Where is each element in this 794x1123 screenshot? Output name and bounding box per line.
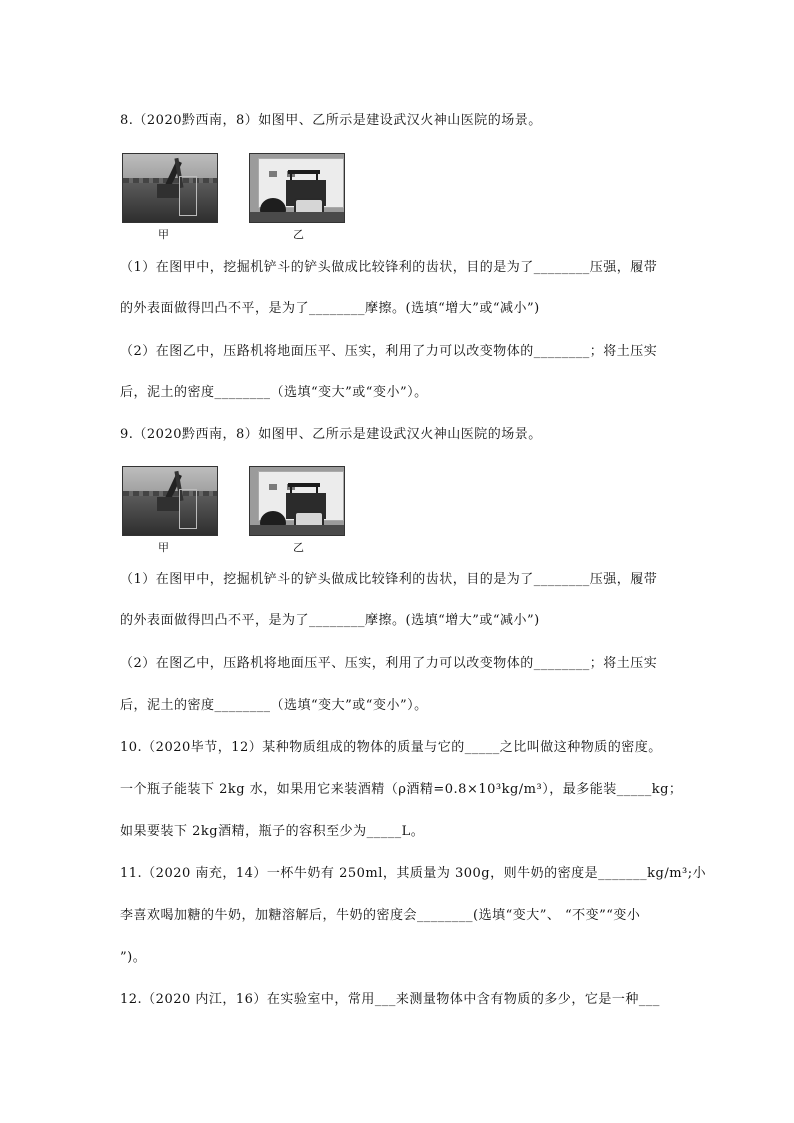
question-10-line3: 如果要装下 2kg酒精，瓶子的容积至少为_____L。 xyxy=(120,824,425,839)
question-12-line1: 12.（2020 内江，16）在实验室中，常用___来测量物体中含有物质的多少，它是一种___ xyxy=(120,992,660,1007)
question-9-header: 9.（2020黔西南，8）如图甲、乙所示是建设武汉火神山医院的场景。 xyxy=(120,427,542,442)
question-9-part1-line2: 的外表面做得凹凸不平，是为了________摩擦。(选填“增大”或“减小”) xyxy=(120,613,540,628)
question-9-part2-line1: （2）在图乙中，压路机将地面压平、压实，利用了力可以改变物体的________；将土压实 xyxy=(120,656,658,671)
figure-caption-jia: 甲 xyxy=(158,541,169,554)
excavator-photo xyxy=(122,153,218,223)
question-11-line1: 11.（2020 南充，14）一杯牛奶有 250ml，其质量为 300g，则牛奶的密度是_______kg/m³;小 xyxy=(120,866,707,881)
road-roller-photo xyxy=(249,466,345,536)
question-11-line3: ”)。 xyxy=(120,950,147,965)
road-roller-photo xyxy=(249,153,345,223)
question-9-part1-line1: （1）在图甲中，挖掘机铲斗的铲头做成比较锋利的齿状，目的是为了________压强，履带 xyxy=(120,572,658,587)
question-8-part1-line1: （1）在图甲中，挖掘机铲斗的铲头做成比较锋利的齿状，目的是为了________压强，履带 xyxy=(120,260,658,275)
question-10-line2: 一个瓶子能装下 2kg 水，如果用它来装酒精（ρ酒精=0.8×10³kg/m³），最多能装_____kg； xyxy=(120,782,683,797)
question-10-line1: 10.（2020毕节，12）某种物质组成的物体的质量与它的_____之比叫做这种物质的密度。 xyxy=(120,740,662,755)
excavator-photo xyxy=(122,466,218,536)
question-8-part2-line1: （2）在图乙中，压路机将地面压平、压实，利用了力可以改变物体的________；将土压实 xyxy=(120,344,658,359)
question-9-part2-line2: 后，泥土的密度________（选填“变大”或“变小”）。 xyxy=(120,698,428,713)
figure-caption-yi: 乙 xyxy=(293,541,304,554)
question-11-line2: 李喜欢喝加糖的牛奶，加糖溶解后，牛奶的密度会________(选填“变大”、 “不变”“变小 xyxy=(120,908,641,923)
question-8-header: 8.（2020黔西南，8）如图甲、乙所示是建设武汉火神山医院的场景。 xyxy=(120,113,542,128)
question-8-part2-line2: 后，泥土的密度________（选填“变大”或“变小”）。 xyxy=(120,385,428,400)
figure-caption-yi: 乙 xyxy=(293,228,304,241)
figure-caption-jia: 甲 xyxy=(158,228,169,241)
question-8-part1-line2: 的外表面做得凹凸不平，是为了________摩擦。(选填“增大”或“减小”) xyxy=(120,301,540,316)
